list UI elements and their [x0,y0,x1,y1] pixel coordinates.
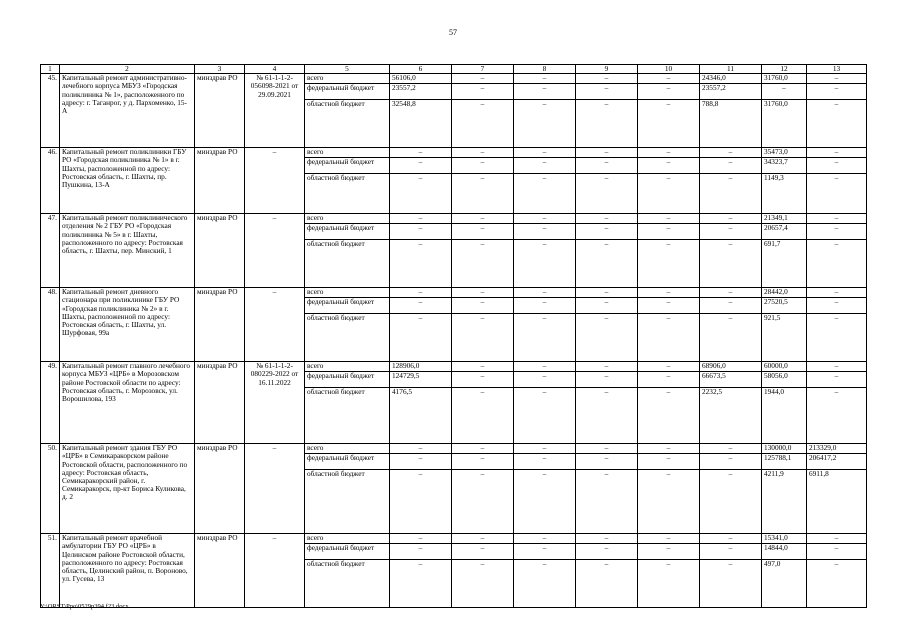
funding-source: областной бюджет [305,314,390,362]
table-row [41,214,867,224]
amount-cell: – [638,148,700,158]
amount-cell: – [638,84,700,100]
amount-cell: – [390,534,452,544]
amount-cell: – [576,84,638,100]
column-number: 13 [807,65,867,74]
amount-cell: – [700,560,762,608]
amount-cell: 497,0 [762,560,807,608]
amount-cell: 1149,3 [762,174,807,214]
row-number: 45. [41,74,60,148]
amount-cell: – [514,158,576,174]
amount-cell: – [807,240,867,288]
amount-cell: – [576,214,638,224]
executor: минздрав РО [195,444,245,534]
amount-cell: – [807,372,867,388]
object-name: Капитальный ремонт врачебной амбулатории ГБУ РО «ЦРБ» в Целинском районе Ростовской области, расположенного по адресу: Ростовская область, Целинский район, п. Вороново, ул. Гусева, 13 [60,534,195,608]
amount-cell: 128906,0 [390,362,452,372]
table-row [41,74,867,84]
amount-cell: – [576,454,638,470]
funding-source: областной бюджет [305,240,390,288]
amount-cell: – [700,314,762,362]
funding-source: федеральный бюджет [305,372,390,388]
amount-cell: – [390,444,452,454]
executor: минздрав РО [195,214,245,288]
row-number: 51. [41,534,60,608]
amount-cell: – [390,158,452,174]
funding-source: областной бюджет [305,470,390,534]
amount-cell: – [576,444,638,454]
amount-cell: – [807,362,867,372]
expertise-conclusion: № 61-1-1-2-080229-2022 от 16.11.2022 [245,362,305,444]
amount-cell: 788,8 [700,100,762,148]
amount-cell: – [807,298,867,314]
amount-cell: – [638,214,700,224]
amount-cell: – [390,298,452,314]
amount-cell: – [576,240,638,288]
amount-cell: – [700,158,762,174]
amount-cell: – [638,444,700,454]
funding-source: всего [305,74,390,84]
amount-cell: – [514,174,576,214]
expertise-conclusion: – [245,288,305,362]
table-row [41,534,867,544]
amount-cell: 21349,1 [762,214,807,224]
amount-cell: – [638,314,700,362]
amount-cell: 58056,0 [762,372,807,388]
object-name: Капитальный ремонт административно-лечебного корпуса МБУЗ «Городская поликлиника № 1», расположенного по адресу: г. Таганрог, у д. Пархоменко, 15-А [60,74,195,148]
amount-cell: – [638,534,700,544]
amount-cell: – [638,240,700,288]
amount-cell: – [390,240,452,288]
amount-cell: – [390,148,452,158]
executor: минздрав РО [195,148,245,214]
amount-cell: – [514,100,576,148]
column-number: 11 [700,65,762,74]
amount-cell: – [390,544,452,560]
funding-source: всего [305,534,390,544]
amount-cell: – [807,214,867,224]
amount-cell: – [452,534,514,544]
amount-cell: – [452,174,514,214]
amount-cell: – [514,454,576,470]
amount-cell: 921,5 [762,314,807,362]
expertise-conclusion: – [245,148,305,214]
amount-cell: 14844,0 [762,544,807,560]
amount-cell: – [638,100,700,148]
amount-cell: – [390,454,452,470]
amount-cell: – [514,298,576,314]
amount-cell: – [452,240,514,288]
amount-cell: – [700,298,762,314]
executor: минздрав РО [195,74,245,148]
amount-cell: – [576,158,638,174]
amount-cell: 35473,0 [762,148,807,158]
row-number: 46. [41,148,60,214]
amount-cell: – [700,224,762,240]
amount-cell: – [452,560,514,608]
amount-cell: – [452,288,514,298]
amount-cell: – [514,288,576,298]
funding-source: федеральный бюджет [305,84,390,100]
financing-table [40,64,867,608]
column-number-row [41,65,867,74]
amount-cell: – [638,544,700,560]
amount-cell: – [807,224,867,240]
object-name: Капитальный ремонт поликлиники ГБУ РО «Городская поликлиника № 1» в г. Шахты, расположенной по адресу: Ростовская область, г. Шахты, пр. Пушкина, 13-А [60,148,195,214]
amount-cell: – [576,560,638,608]
funding-source: областной бюджет [305,174,390,214]
amount-cell: – [390,224,452,240]
amount-cell: 4211,9 [762,470,807,534]
funding-source: областной бюджет [305,560,390,608]
amount-cell: 213329,0 [807,444,867,454]
amount-cell: – [700,148,762,158]
amount-cell: 15341,0 [762,534,807,544]
amount-cell: – [514,240,576,288]
amount-cell: – [807,100,867,148]
amount-cell: – [452,388,514,444]
funding-source: всего [305,362,390,372]
amount-cell: – [452,148,514,158]
row-number: 49. [41,362,60,444]
amount-cell: – [390,288,452,298]
amount-cell: – [514,444,576,454]
amount-cell: – [638,224,700,240]
amount-cell: – [576,314,638,362]
amount-cell: – [514,544,576,560]
amount-cell: 4176,5 [390,388,452,444]
amount-cell: 23557,2 [390,84,452,100]
amount-cell: – [576,388,638,444]
funding-source: федеральный бюджет [305,224,390,240]
funding-source: всего [305,444,390,454]
amount-cell: 31760,0 [762,74,807,84]
amount-cell: – [638,174,700,214]
column-number: 8 [514,65,576,74]
amount-cell: – [452,74,514,84]
row-number: 47. [41,214,60,288]
amount-cell: – [576,298,638,314]
amount-cell: – [514,224,576,240]
amount-cell: – [638,454,700,470]
amount-cell: – [638,74,700,84]
funding-source: федеральный бюджет [305,298,390,314]
amount-cell: – [700,470,762,534]
amount-cell: – [390,470,452,534]
expertise-conclusion: – [245,214,305,288]
amount-cell: – [638,362,700,372]
amount-cell: – [514,560,576,608]
object-name: Капитальный ремонт поликлинического отделения № 2 ГБУ РО «Городская поликлиника № 5» в г. Шахты, расположенного по адресу: Ростовская область, г. Шахты, пер. Минский, 1 [60,214,195,288]
amount-cell: 60000,0 [762,362,807,372]
amount-cell: – [452,158,514,174]
amount-cell: – [638,298,700,314]
amount-cell: – [576,224,638,240]
column-number: 6 [390,65,452,74]
amount-cell: 20657,4 [762,224,807,240]
expertise-conclusion: № 61-1-1-2-056098-2021 от 29.09.2021 [245,74,305,148]
funding-source: всего [305,214,390,224]
amount-cell: – [700,214,762,224]
amount-cell: – [700,174,762,214]
funding-source: федеральный бюджет [305,158,390,174]
amount-cell: 27520,5 [762,298,807,314]
object-name: Капитальный ремонт здания ГБУ РО «ЦРБ» в Семикаракорском районе Ростовской области, расположенного по адресу: Ростовская область, Семикаракорский район, г. Семикаракорск, пр-кт Бориса Куликова, д. 2 [60,444,195,534]
amount-cell: 66673,5 [700,372,762,388]
amount-cell: – [452,372,514,388]
amount-cell: – [390,174,452,214]
row-number: 48. [41,288,60,362]
amount-cell: – [452,314,514,362]
amount-cell: – [807,288,867,298]
amount-cell: – [807,544,867,560]
amount-cell: – [807,74,867,84]
amount-cell: – [514,74,576,84]
amount-cell: 34323,7 [762,158,807,174]
amount-cell: – [807,560,867,608]
column-number: 10 [638,65,700,74]
amount-cell: 2232,5 [700,388,762,444]
amount-cell: 1944,0 [762,388,807,444]
amount-cell: – [807,158,867,174]
amount-cell: – [452,214,514,224]
amount-cell: – [514,372,576,388]
column-number: 7 [452,65,514,74]
amount-cell: – [452,100,514,148]
funding-source: областной бюджет [305,100,390,148]
amount-cell: – [514,314,576,362]
amount-cell: – [700,544,762,560]
amount-cell: – [452,544,514,560]
amount-cell: – [700,454,762,470]
page-number: 57 [449,28,457,37]
amount-cell: – [514,362,576,372]
amount-cell: 28442,0 [762,288,807,298]
executor: минздрав РО [195,534,245,608]
object-name: Капитальный ремонт дневного стационара при поликлинике ГБУ РО «Городская поликлиника № 2» в г. Шахты, расположенной по адресу: Ростовская область, г. Шахты, ул. Шурфовая, 99а [60,288,195,362]
executor: минздрав РО [195,362,245,444]
amount-cell: – [452,84,514,100]
column-number: 5 [305,65,390,74]
amount-cell: – [514,388,576,444]
table-row [41,288,867,298]
amount-cell: 124729,5 [390,372,452,388]
amount-cell: – [514,214,576,224]
amount-cell: 130000,0 [762,444,807,454]
column-number: 2 [60,65,195,74]
amount-cell: 24346,0 [700,74,762,84]
amount-cell: – [638,158,700,174]
amount-cell: – [576,534,638,544]
column-number: 1 [41,65,60,74]
amount-cell: – [807,148,867,158]
amount-cell: – [576,148,638,158]
amount-cell: – [700,534,762,544]
amount-cell: – [576,100,638,148]
object-name: Капитальный ремонт главного лечебного корпуса МБУЗ «ЦРБ» в Морозовском районе Ростовской области по адресу: Ростовская область, г. Морозовск, ул. Ворошилова, 193 [60,362,195,444]
amount-cell: – [638,288,700,298]
amount-cell: – [390,314,452,362]
amount-cell: – [452,454,514,470]
amount-cell: – [514,534,576,544]
expertise-conclusion: – [245,444,305,534]
executor: минздрав РО [195,288,245,362]
amount-cell: – [638,372,700,388]
amount-cell: 31760,0 [762,100,807,148]
amount-cell: – [452,470,514,534]
amount-cell: – [514,84,576,100]
amount-cell: – [576,174,638,214]
amount-cell: – [452,362,514,372]
column-number: 12 [762,65,807,74]
amount-cell: – [807,84,867,100]
column-number: 3 [195,65,245,74]
amount-cell: 56106,0 [390,74,452,84]
amount-cell: – [700,240,762,288]
column-number: 4 [245,65,305,74]
amount-cell: – [700,288,762,298]
amount-cell: 32548,8 [390,100,452,148]
funding-source: всего [305,288,390,298]
amount-cell: – [452,298,514,314]
amount-cell: – [452,224,514,240]
table-row [41,362,867,372]
column-number: 9 [576,65,638,74]
amount-cell: 691,7 [762,240,807,288]
amount-cell: – [576,74,638,84]
amount-cell: 206417,2 [807,454,867,470]
amount-cell: 23557,2 [700,84,762,100]
amount-cell: – [576,288,638,298]
amount-cell: – [576,362,638,372]
table-row [41,148,867,158]
amount-cell: – [700,444,762,454]
amount-cell: 6911,8 [807,470,867,534]
amount-cell: – [514,148,576,158]
expertise-conclusion: – [245,534,305,608]
amount-cell: – [807,388,867,444]
amount-cell: – [638,470,700,534]
amount-cell: – [807,174,867,214]
funding-source: областной бюджет [305,388,390,444]
amount-cell: 68906,0 [700,362,762,372]
amount-cell: – [576,544,638,560]
table-row [41,444,867,454]
amount-cell: – [576,470,638,534]
file-path-footer: Y:\ORST\Ppo\0529p394.f23.docx [40,603,129,610]
funding-source: федеральный бюджет [305,544,390,560]
amount-cell: – [638,560,700,608]
amount-cell: – [762,84,807,100]
row-number: 50. [41,444,60,534]
amount-cell: – [452,444,514,454]
funding-source: федеральный бюджет [305,454,390,470]
amount-cell: – [390,560,452,608]
amount-cell: – [807,314,867,362]
amount-cell: – [576,372,638,388]
amount-cell: – [807,534,867,544]
amount-cell: – [514,470,576,534]
amount-cell: 125788,1 [762,454,807,470]
amount-cell: – [390,214,452,224]
amount-cell: – [638,388,700,444]
funding-source: всего [305,148,390,158]
